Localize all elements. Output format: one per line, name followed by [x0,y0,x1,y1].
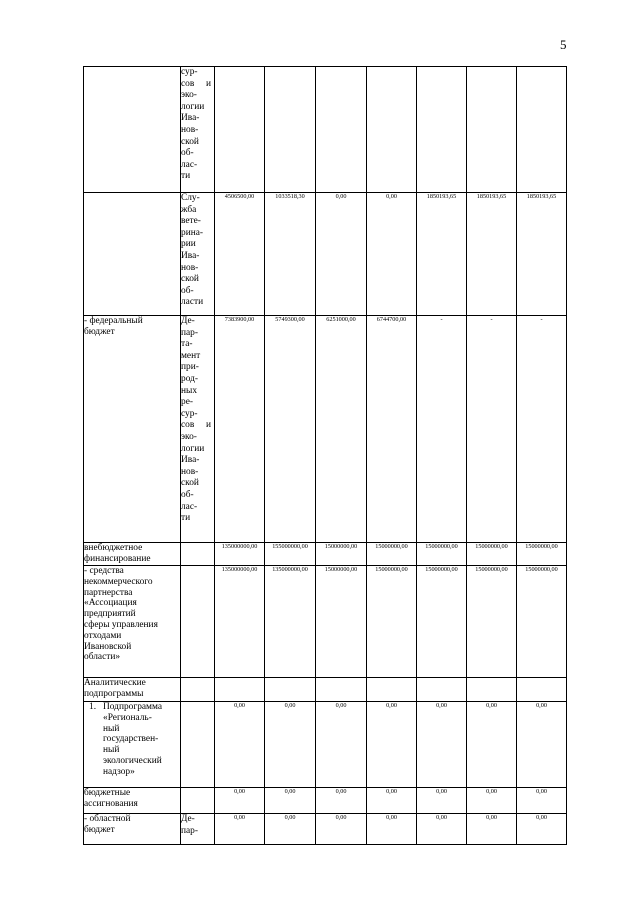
value-cell [467,678,517,702]
program-cell [84,193,181,316]
program-line: партнерства [84,587,133,598]
value-cell: 0,00 [316,814,367,845]
value-cell: 6744700,00 [367,316,417,543]
value-cell: 1850193,65 [517,193,567,316]
value-cell: 0,00 [467,814,517,845]
value-cell: 0,00 [215,788,265,814]
value-cell: 4506500,00 [215,193,265,316]
executor-line: Ива- [181,455,200,466]
program-line: Ивановской [84,641,132,652]
executor-line: ской [181,274,199,285]
executor-line: ской [181,136,199,147]
value-cell: 15000000,00 [417,543,467,566]
executor-cell [181,543,215,566]
value-cell: 1850193,65 [467,193,517,316]
value-cell [215,67,265,193]
program-line: ный [103,723,120,734]
program-line: Подпрограмма [103,702,163,712]
executor-line: сур- [181,408,198,419]
executor-line: логии [181,443,205,454]
program-cell [84,316,181,543]
executor-line: нов- [181,124,199,135]
program-cell [84,67,181,193]
table-row [84,678,567,702]
value-cell [417,678,467,702]
program-line: экологический [103,755,162,766]
executor-cell [181,566,215,678]
program-line: области» [84,652,121,663]
value-cell: 1850193,65 [417,193,467,316]
program-line: отходами [84,630,122,641]
executor-cell [181,678,215,702]
value-cell: 0,00 [265,814,316,845]
executor-line: об- [181,285,194,296]
table-row [84,316,567,543]
executor-cell [181,814,215,845]
executor-line: эко- [181,431,197,442]
executor-line: об- [181,148,194,159]
executor-line: род- [181,373,198,384]
value-cell [517,678,567,702]
executor-line: лас- [181,501,198,512]
executor-line: Де- [181,814,195,824]
executor-line: вете- [181,216,201,227]
value-cell: 0,00 [367,814,417,845]
executor-line: Слу- [181,193,200,203]
program-line: бюджетные [84,788,131,798]
program-line: бюджет [84,824,115,835]
table-row [84,67,567,193]
executor-cell [181,193,215,316]
value-cell: 135000000,00 [215,566,265,678]
executor-line: сов и [181,78,211,89]
executor-line: пар- [181,327,198,338]
value-cell: 0,00 [215,702,265,788]
executor-line: ласти [181,297,204,308]
program-funding-table [83,66,567,845]
value-cell: 0,00 [316,702,367,788]
program-line: - средства [84,566,124,576]
executor-line: ре- [181,397,193,408]
value-cell: 0,00 [265,702,316,788]
value-cell [316,678,367,702]
program-line: «Ассоциация [84,598,137,609]
value-cell: 15000000,00 [367,543,417,566]
program-line: подпрограммы [84,688,144,699]
program-line: бюджет [84,326,115,337]
value-cell: 0,00 [215,814,265,845]
program-line: сферы управления [84,619,158,630]
executor-line: мент [181,350,201,361]
value-cell: - [417,316,467,543]
program-line: предприятий [84,609,136,620]
executor-line: лас- [181,159,198,170]
executor-cell [181,67,215,193]
value-cell [215,678,265,702]
program-cell [84,678,181,702]
executor-cell [181,702,215,788]
value-cell: 6251000,00 [316,316,367,543]
program-cell [84,543,181,566]
program-cell [84,566,181,678]
table-row [84,702,567,788]
executor-line: об- [181,489,194,500]
row-index: 1. [89,702,97,712]
program-line: государствен- [103,734,159,745]
program-text [103,702,179,778]
value-cell: 7383900,00 [215,316,265,543]
value-cell [367,678,417,702]
executor-line: ти [181,513,191,524]
program-line: ный [103,745,120,756]
value-cell [467,67,517,193]
program-line: «Региональ- [103,712,152,723]
value-cell: 15000000,00 [417,566,467,678]
value-cell: 0,00 [417,814,467,845]
executor-cell [181,316,215,543]
executor-line: сур- [181,67,198,77]
table-row [84,788,567,814]
executor-line: нов- [181,262,199,273]
program-line: ассигнования [84,798,138,809]
executor-line: пар- [181,825,198,836]
value-cell: 0,00 [367,788,417,814]
executor-line: Ива- [181,113,200,124]
program-line: Аналитические [84,678,146,688]
value-cell: - [467,316,517,543]
value-cell: 0,00 [417,788,467,814]
value-cell: 0,00 [265,788,316,814]
value-cell: 155000000,00 [265,543,316,566]
program-line: финансирование [84,553,151,564]
value-cell [417,67,467,193]
executor-line: логии [181,101,205,112]
value-cell: 0,00 [417,702,467,788]
executor-line: рии [181,239,196,250]
table-row [84,193,567,316]
program-line: - федеральный [84,316,143,326]
value-cell: - [517,316,567,543]
value-cell: 0,00 [367,702,417,788]
program-line: надзор» [103,766,135,777]
program-line: - областной [84,814,131,824]
value-cell: 0,00 [517,814,567,845]
value-cell: 1033518,30 [265,193,316,316]
page-number: 5 [560,37,567,52]
executor-line: сов и [181,420,211,431]
value-cell: 135000000,00 [215,543,265,566]
executor-line: при- [181,362,199,373]
executor-line: нов- [181,466,199,477]
value-cell: 15000000,00 [517,543,567,566]
executor-line: ской [181,478,199,489]
program-cell [84,788,181,814]
executor-line: Де- [181,316,195,326]
value-cell: 0,00 [316,193,367,316]
value-cell [517,67,567,193]
value-cell: 15000000,00 [467,566,517,678]
executor-line: жба [181,204,197,215]
value-cell [367,67,417,193]
executor-line: ных [181,385,198,396]
value-cell: 0,00 [517,788,567,814]
value-cell: 0,00 [517,702,567,788]
value-cell [265,678,316,702]
table-row [84,543,567,566]
value-cell: 15000000,00 [367,566,417,678]
program-line: некоммерческого [84,576,153,587]
value-cell: 135000000,00 [265,566,316,678]
value-cell: 15000000,00 [316,566,367,678]
table-body [84,67,567,845]
value-cell [316,67,367,193]
value-cell: 5749300,00 [265,316,316,543]
value-cell: 0,00 [316,788,367,814]
executor-line: эко- [181,90,197,101]
value-cell: 15000000,00 [517,566,567,678]
executor-line: Ива- [181,250,200,261]
value-cell: 0,00 [467,788,517,814]
table-row [84,566,567,678]
value-cell [265,67,316,193]
value-cell: 0,00 [467,702,517,788]
executor-line: рина- [181,227,204,238]
value-cell: 15000000,00 [316,543,367,566]
program-line: внебюджетное [84,543,143,553]
table-row [84,814,567,845]
value-cell: 0,00 [367,193,417,316]
program-cell [84,814,181,845]
program-cell [84,702,181,788]
value-cell: 15000000,00 [467,543,517,566]
executor-line: ти [181,171,191,182]
executor-cell [181,788,215,814]
executor-line: та- [181,339,193,350]
